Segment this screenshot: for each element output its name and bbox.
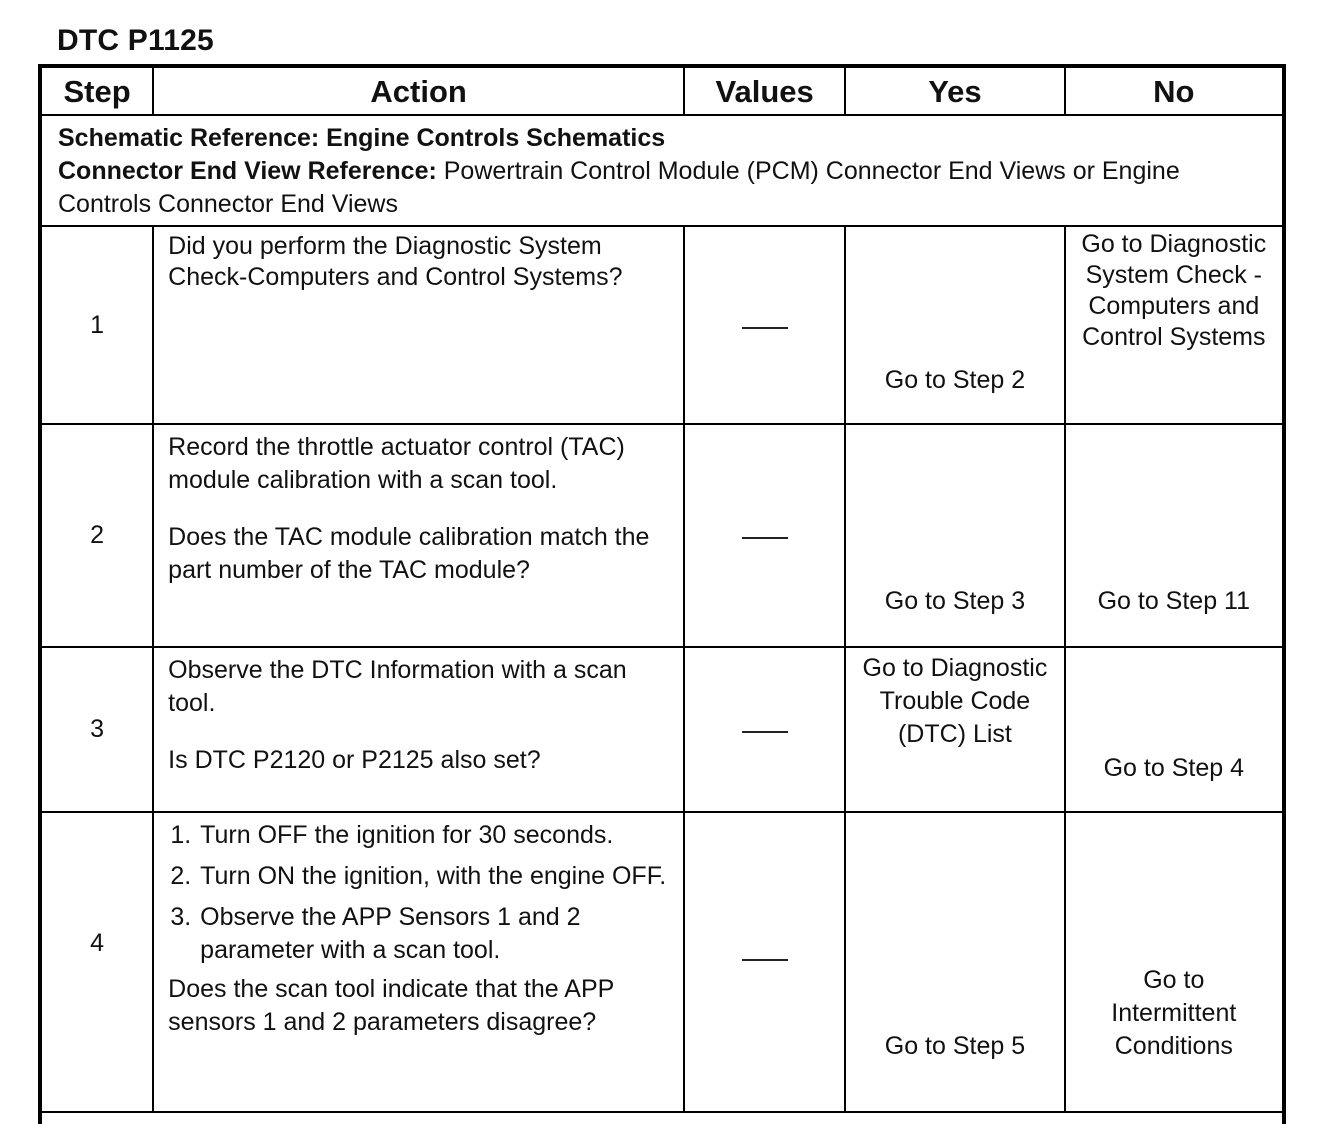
header-values: Values [684, 67, 845, 115]
action-text: Observe the DTC Information with a scan tool. [168, 656, 627, 717]
header-yes: Yes [845, 67, 1064, 115]
no-text: Go to Intermittent Conditions [1111, 966, 1237, 1060]
action-question: Is DTC P2120 or P2125 also set? [168, 746, 541, 774]
table-border [38, 64, 1286, 1124]
action-question: Does the TAC module calibration match the part number of the TAC module? [168, 523, 650, 584]
schematic-reference: Schematic Reference: Engine Controls Schematics [58, 124, 666, 152]
action-text: Record the throttle actuator control (TAC) module calibration with a scan tool. [168, 433, 625, 494]
connector-reference-label: Connector End View Reference: [58, 157, 437, 185]
yes-text: Go to Step 5 [884, 1032, 1026, 1060]
yes-text: Go to Step 3 [884, 587, 1026, 615]
yes-text: Go to Diagnostic Trouble Code (DTC) List [862, 654, 1048, 748]
step-number: 3 [41, 647, 153, 812]
no-text: Go to Step 11 [1097, 587, 1251, 615]
header-no: No [1065, 67, 1283, 115]
list-item: 3. Observe the APP Sensors 1 and 2 parameter with a scan tool. [198, 901, 671, 967]
no-text: Go to Step 4 [1103, 754, 1244, 782]
list-item: 2. Turn ON the ignition, with the engine OFF. [198, 860, 671, 893]
yes-text: Go to Step 2 [884, 366, 1026, 394]
connector-reference-text: Powertrain Control Module (PCM) Connector End Views or Engine Controls Connector End Views [58, 157, 1180, 218]
step-number: 4 [41, 812, 153, 1112]
header-action: Action [153, 67, 684, 115]
action-text: Did you perform the Diagnostic System Check-Computers and Control Systems? [168, 232, 623, 291]
header-step: Step [41, 67, 153, 115]
list-item: 1. Turn OFF the ignition for 30 seconds. [198, 819, 671, 852]
action-question: Does the scan tool indicate that the APP sensors 1 and 2 parameters disagree? [168, 975, 614, 1036]
step-number: 1 [41, 226, 153, 424]
document-title: DTC P1125 [57, 24, 214, 57]
no-text: Go to Diagnostic System Check - Computers and Control Systems [1081, 230, 1267, 351]
step-number: 2 [41, 424, 153, 647]
